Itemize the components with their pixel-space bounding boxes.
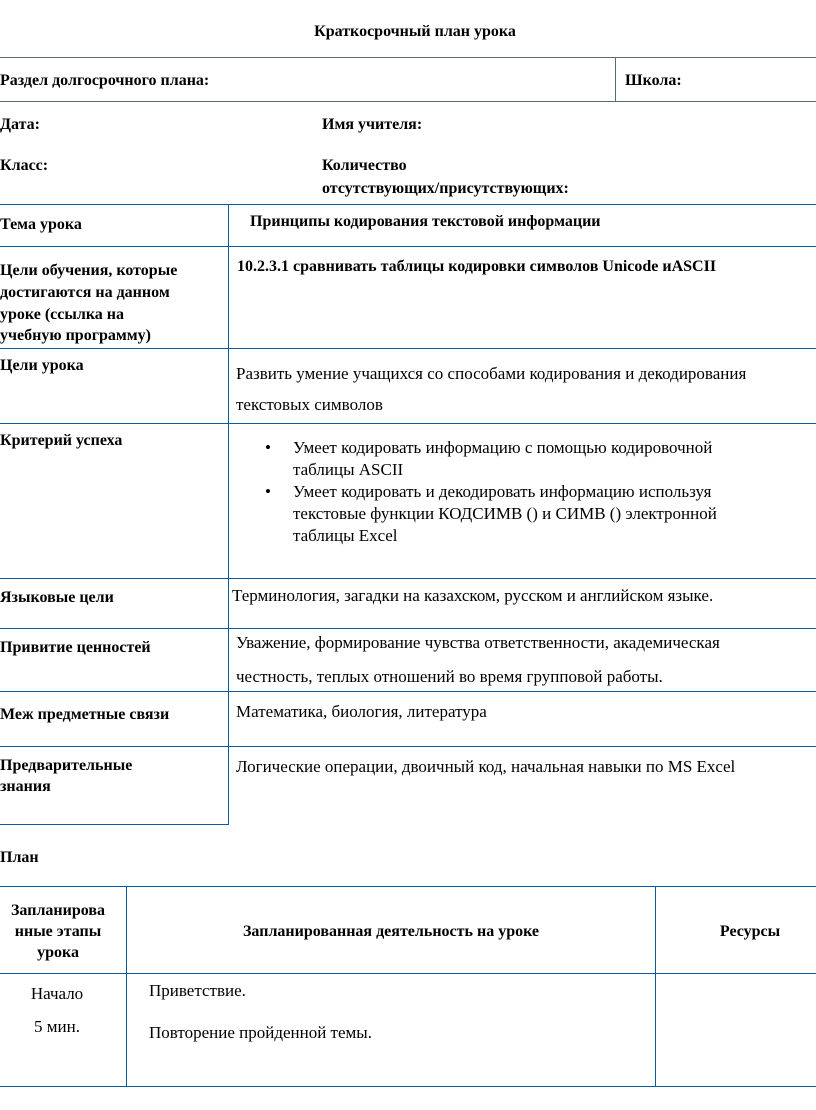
page-title: Краткосрочный план урока (314, 23, 516, 40)
language-goals-label: Языковые цели (0, 589, 114, 606)
prior-knowledge-value: Логические операции, двоичный код, начальная навыки по MS Excel (236, 757, 736, 776)
table-border (0, 628, 816, 629)
teacher-label: Имя учителя: (322, 116, 423, 133)
table-border (0, 246, 816, 247)
section-label: Раздел долгосрочного плана: (0, 72, 210, 89)
plan-col-resources: Ресурсы (719, 923, 781, 940)
table-border (0, 578, 816, 579)
lesson-goals-value: текстовых символов (236, 395, 383, 414)
success-criteria-label: Критерий успеха (0, 432, 123, 449)
table-border (0, 691, 816, 692)
activity-text: Повторение пройденной темы. (149, 1023, 372, 1042)
lesson-goals-label: Цели урока (0, 357, 84, 374)
language-goals-value: Терминология, загадки на казахском, русском и английском языке. (232, 586, 714, 605)
school-label: Школа: (625, 72, 682, 89)
stage-name: Начало (30, 984, 84, 1003)
plan-heading: План (0, 849, 39, 866)
attendance-label: отсутствующих/присутствующих: (322, 180, 569, 197)
objectives-label: Цели обучения, которые (0, 262, 178, 279)
values-label: Привитие ценностей (0, 639, 151, 656)
values-value: Уважение, формирование чувства ответственности, академическая (236, 633, 720, 652)
objectives-value: 10.2.3.1 сравнивать таблицы кодировки символов Unicode иASCII (237, 258, 717, 275)
table-border (228, 204, 229, 825)
values-value: честность, теплых отношений во время групповой работы. (236, 667, 663, 686)
attendance-label: Количество (322, 157, 407, 174)
table-border (0, 204, 816, 205)
stage-duration: 5 мин. (34, 1017, 80, 1036)
table-border (615, 57, 616, 101)
table-border (0, 973, 816, 974)
plan-col-stages: Запланирова нные этапы урока (10, 902, 105, 961)
list-item: • Умеет кодировать и декодировать информацию используя текстовые функции КОДСИМВ () и СИМВ () электронной таблицы Excel (235, 481, 816, 547)
table-border (126, 886, 127, 1086)
table-border (0, 746, 816, 747)
lesson-goals-value: Развить умение учащихся со способами кодирования и декодирования (236, 364, 747, 383)
cross-curricular-value: Математика, биология, литература (236, 702, 487, 721)
plan-col-activity: Запланированная деятельность на уроке (242, 923, 540, 940)
table-border (0, 423, 816, 424)
cross-curricular-label: Меж предметные связи (0, 706, 170, 723)
activity-text: Приветствие. (149, 981, 246, 1000)
objectives-label: уроке (ссылка на (0, 306, 125, 323)
objectives-label: учебную программу) (0, 327, 151, 344)
table-border (0, 886, 816, 887)
table-border (0, 1086, 816, 1087)
table-border (0, 348, 816, 349)
table-border (0, 101, 816, 102)
topic-value: Принципы кодирования текстовой информации (250, 213, 601, 230)
prior-knowledge-label: Предварительные (0, 757, 133, 774)
objectives-label: достигаются на данном (0, 284, 170, 301)
list-item: • Умеет кодировать информацию с помощью кодировочной таблицы ASCII (235, 437, 816, 481)
prior-knowledge-label: знания (0, 778, 51, 795)
success-criteria-list (235, 437, 816, 547)
table-border (0, 824, 229, 825)
date-label: Дата: (0, 116, 40, 133)
class-label: Класс: (0, 157, 49, 174)
table-border (655, 886, 656, 1086)
topic-label: Тема урока (0, 216, 82, 233)
table-border (0, 57, 816, 58)
